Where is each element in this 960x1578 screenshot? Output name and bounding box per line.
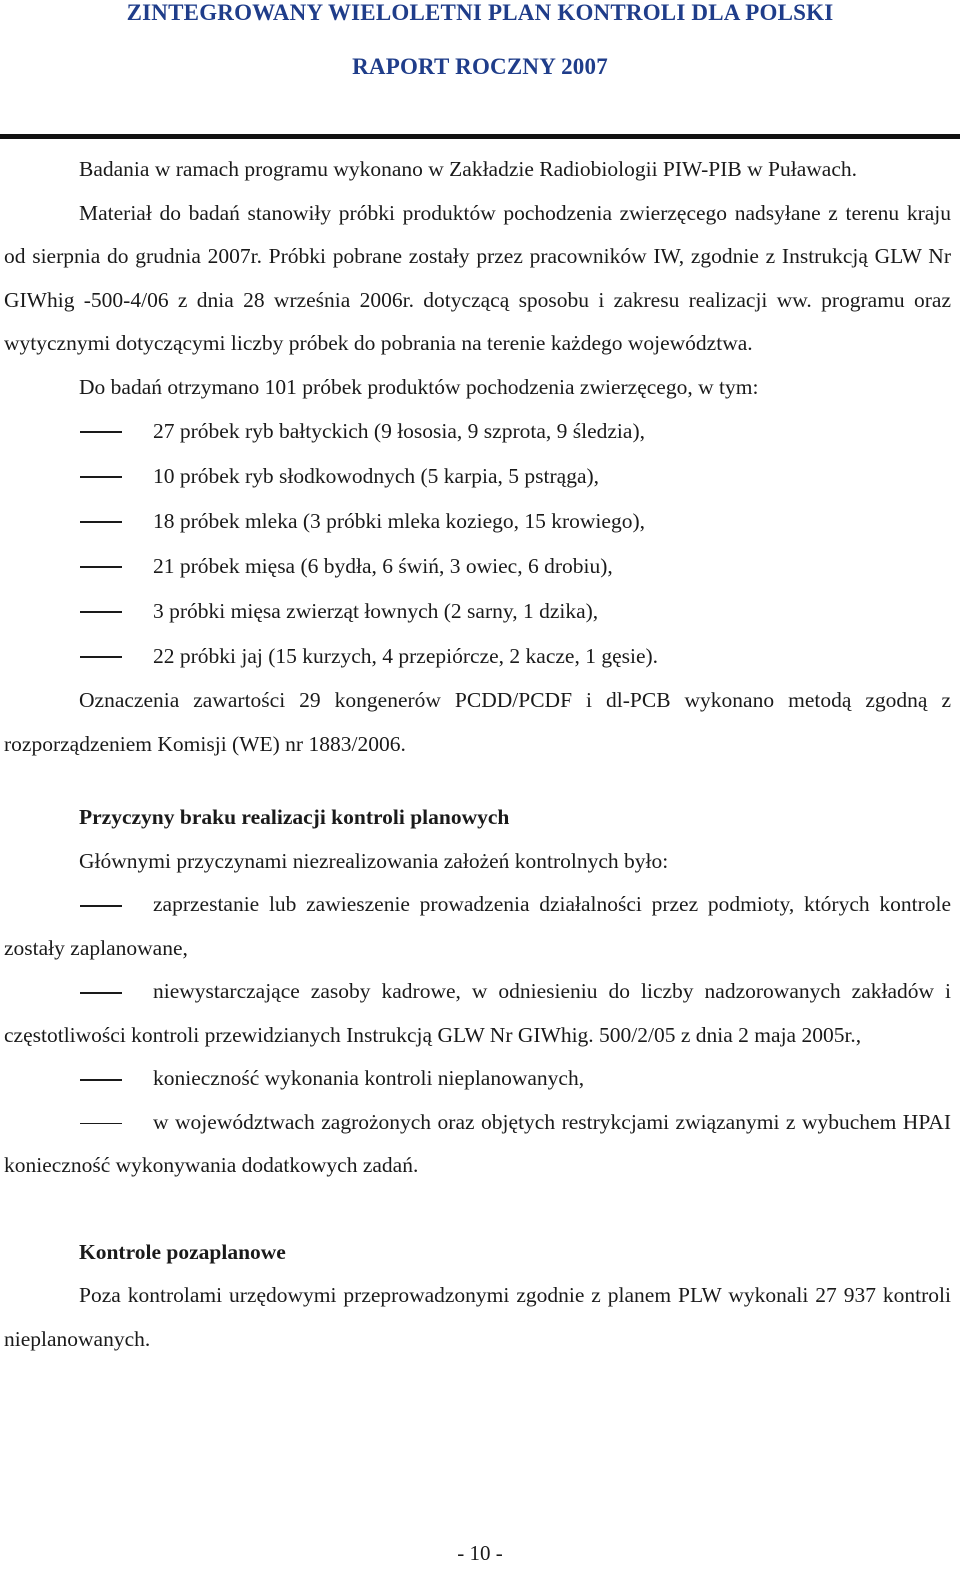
list-item: 18 próbek mleka (3 próbki mleka koziego, 15 krowiego), xyxy=(4,499,951,544)
header-divider xyxy=(0,134,960,139)
list-item: 21 próbek mięsa (6 bydła, 6 świń, 3 owiec, 6 drobiu), xyxy=(4,544,951,589)
paragraph-material: Materiał do badań stanowiły próbki produktów pochodzenia zwierzęcego nadsyłane z terenu kraju od sierpnia do grudnia 2007r. Próbki pobrane zostały przez pracowników IW, zgodnie z Instrukcją GLW Nr GIWhig -500-4/06 z dnia 28 września 2006r. dotyczącą sposobu i zakresu realizacji ww. programu oraz wytycznymi dotyczącymi liczby próbek do pobrania na terenie każdego województwa. xyxy=(4,200,951,355)
paragraph-unplanned: Poza kontrolami urzędowymi przeprowadzonymi zgodnie z planem PLW wykonali 27 937 kontroli nieplanowanych. xyxy=(4,1283,951,1351)
document-body xyxy=(4,148,951,1361)
dash-bullet-icon xyxy=(80,1123,122,1125)
dash-bullet-icon xyxy=(80,905,122,907)
list-item: w województwach zagrożonych oraz objętych restrykcjami związanymi z wybuchem HPAI konieczność wykonywania dodatkowych zadań. xyxy=(4,1109,951,1177)
list-item: zaprzestanie lub zawieszenie prowadzenia działalności przez podmioty, których kontrole zostały zaplanowane, xyxy=(4,892,951,960)
report-header-subtitle: RAPORT ROCZNY 2007 xyxy=(352,54,608,79)
section-heading-unplanned: Kontrole pozaplanowe xyxy=(79,1239,286,1264)
dash-bullet-icon xyxy=(80,521,122,523)
dash-bullet-icon xyxy=(80,992,122,994)
paragraph-method: Oznaczenia zawartości 29 kongenerów PCDD/PCDF i dl-PCB wykonano metodą zgodną z rozporządzeniem Komisji (WE) nr 1883/2006. xyxy=(4,688,951,756)
list-item: 3 próbki mięsa zwierząt łownych (2 sarny, 1 dzika), xyxy=(4,589,951,634)
dash-bullet-icon xyxy=(80,476,122,478)
paragraph-reasons-intro: Głównymi przyczynami niezrealizowania założeń kontrolnych było: xyxy=(79,848,669,873)
paragraph-lab: Badania w ramach programu wykonano w Zakładzie Radiobiologii PIW-PIB w Puławach. xyxy=(79,157,857,181)
section-heading-reasons: Przyczyny braku realizacji kontroli planowych xyxy=(79,805,510,829)
dash-bullet-icon xyxy=(80,431,122,433)
paragraph-samples-intro: Do badań otrzymano 101 próbek produktów pochodzenia zwierzęcego, w tym: xyxy=(79,374,759,399)
report-header-title: ZINTEGROWANY WIELOLETNI PLAN KONTROLI DLA POLSKI xyxy=(126,0,834,25)
page-number: - 10 - xyxy=(457,1541,503,1565)
list-item: 10 próbek ryb słodkowodnych (5 karpia, 5 pstrąga), xyxy=(4,454,951,499)
dash-bullet-icon xyxy=(80,611,122,613)
list-item: niewystarczające zasoby kadrowe, w odniesieniu do liczby nadzorowanych zakładów i częstotliwości kontroli przewidzianych Instrukcją GLW Nr GIWhig. 500/2/05 z dnia 2 maja 2005r., xyxy=(4,979,951,1047)
reasons-list xyxy=(4,883,951,1188)
dash-bullet-icon xyxy=(80,1079,122,1081)
list-item: 22 próbki jaj (15 kurzych, 4 przepiórcze, 2 kacze, 1 gęsie). xyxy=(4,634,951,679)
list-item: konieczność wykonania kontroli nieplanowanych, xyxy=(4,1057,951,1101)
dash-bullet-icon xyxy=(80,656,122,658)
list-item: 27 próbek ryb bałtyckich (9 łososia, 9 szprota, 9 śledzia), xyxy=(4,409,951,454)
samples-list xyxy=(4,409,951,679)
dash-bullet-icon xyxy=(80,566,122,568)
